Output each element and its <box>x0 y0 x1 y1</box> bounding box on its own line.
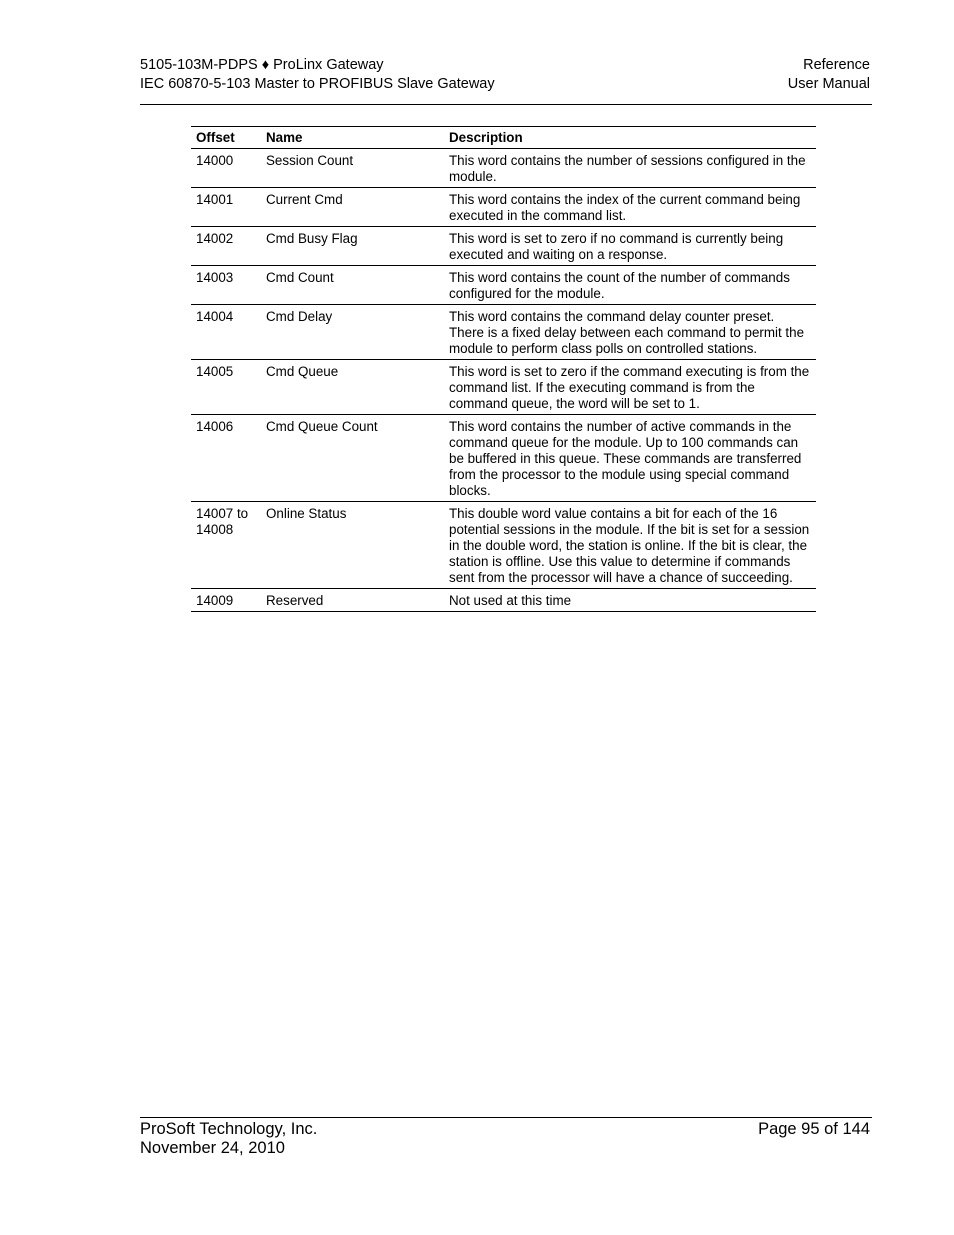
description-cell: This word contains the index of the current command being executed in the command list. <box>444 188 816 227</box>
footer-date: November 24, 2010 <box>140 1139 285 1157</box>
header-section: Reference <box>803 57 870 73</box>
header-doc-type: User Manual <box>787 76 870 92</box>
table-row <box>191 589 816 612</box>
header-right <box>788 56 870 94</box>
table-header-row <box>191 127 816 149</box>
name-cell: Cmd Queue Count <box>261 415 444 502</box>
name-cell: Online Status <box>261 502 444 589</box>
footer-divider <box>140 1117 872 1118</box>
table-row <box>191 266 816 305</box>
offset-cell: 14000 <box>191 149 261 188</box>
description-cell: This word is set to zero if the command executing is from the command list. If the executing command is from the command queue, the word will be set to 1. <box>444 360 816 415</box>
table-row <box>191 227 816 266</box>
offset-cell: 14009 <box>191 589 261 612</box>
name-cell: Cmd Queue <box>261 360 444 415</box>
description-cell: This word contains the number of sessions configured in the module. <box>444 149 816 188</box>
offset-cell: 14004 <box>191 305 261 360</box>
header-product-subtitle: IEC 60870-5-103 Master to PROFIBUS Slave Gateway <box>140 76 495 92</box>
name-cell: Cmd Count <box>261 266 444 305</box>
table-row <box>191 149 816 188</box>
offset-cell: 14006 <box>191 415 261 502</box>
name-cell: Session Count <box>261 149 444 188</box>
description-cell: Not used at this time <box>444 589 816 612</box>
description-cell: This double word value contains a bit for each of the 16 potential sessions in the module. If the bit is set for a session in the double word, the station is online. If the bit is clear, the station is offline. Use this value to determine if commands sent from the processor will have a chance of succeeding. <box>444 502 816 589</box>
table-row <box>191 188 816 227</box>
offset-cell: 14001 <box>191 188 261 227</box>
name-cell: Current Cmd <box>261 188 444 227</box>
description-cell: This word is set to zero if no command is currently being executed and waiting on a response. <box>444 227 816 266</box>
name-cell: Reserved <box>261 589 444 612</box>
header-divider <box>140 104 872 105</box>
name-cell: Cmd Busy Flag <box>261 227 444 266</box>
description-cell: This word contains the command delay counter preset. There is a fixed delay between each command to permit the module to perform class polls on controlled stations. <box>444 305 816 360</box>
offset-cell: 14002 <box>191 227 261 266</box>
offset-cell: 14003 <box>191 266 261 305</box>
column-header-description: Description <box>444 127 816 149</box>
header-product-title: 5105-103M-PDPS ♦ ProLinx Gateway <box>140 57 384 73</box>
offset-cell: 14007 to 14008 <box>191 502 261 589</box>
name-cell: Cmd Delay <box>261 305 444 360</box>
footer-company: ProSoft Technology, Inc. <box>140 1120 318 1138</box>
column-header-name: Name <box>261 127 444 149</box>
header-left <box>140 56 495 94</box>
table-row <box>191 305 816 360</box>
offset-cell: 14005 <box>191 360 261 415</box>
table-row <box>191 415 816 502</box>
footer-left <box>140 1120 317 1158</box>
status-register-table <box>191 126 816 612</box>
description-cell: This word contains the count of the number of commands configured for the module. <box>444 266 816 305</box>
table-row <box>191 502 816 589</box>
description-cell: This word contains the number of active commands in the command queue for the module. Up to 100 commands can be buffered in this queue. These commands are transferred from the processor to the module using special command blocks. <box>444 415 816 502</box>
column-header-offset: Offset <box>191 127 261 149</box>
table-row <box>191 360 816 415</box>
page-number: Page 95 of 144 <box>758 1120 870 1138</box>
